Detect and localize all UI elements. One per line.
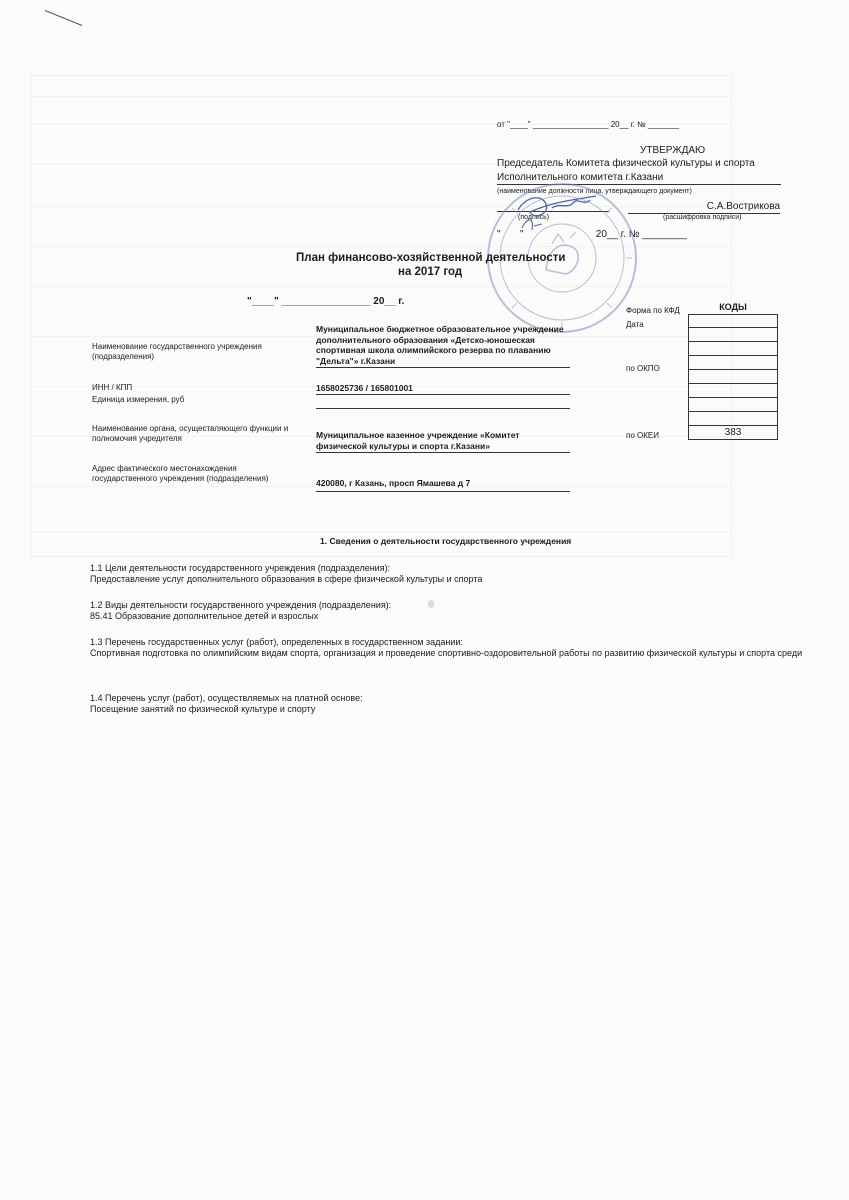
section-1-1-label: 1.1 Цели деятельности государственного учреждения (подразделения): xyxy=(90,563,391,573)
section-1-4 xyxy=(90,693,363,715)
position-caption: (наименование должности лица, утверждающего документ) xyxy=(497,188,692,195)
section-1-4-label: 1.4 Перечень услуг (работ), осуществляемых на платной основе: xyxy=(90,693,363,703)
chair-line-2: Исполнительного комитета г.Казани xyxy=(497,172,781,185)
order-number-line: от "____" _________________ 20__ г. № _______ xyxy=(497,120,680,129)
plan-title-line-1: План финансово-хозяйственной деятельности xyxy=(296,252,566,264)
codes-header: КОДЫ xyxy=(719,302,747,312)
section-1-3-text: Спортивная подготовка по олимпийским видам спорта, организация и проведение спортивно-оздоровительной работы по развитию физической культуры и спорта среди xyxy=(90,648,803,658)
section-1-2-label: 1.2 Виды деятельности государственного учреждения (подразделения): xyxy=(90,600,392,610)
codes-table xyxy=(688,300,778,440)
code-cell-okei: 383 xyxy=(688,426,778,440)
section1-title: 1. Сведения о деятельности государственного учреждения xyxy=(320,536,572,546)
signatory-name: С.А.Вострикова xyxy=(628,201,780,214)
org-name-value: Муниципальное бюджетное образовательное учреждение дополнительного образования «Детско-юношеская спортивная школа олимпийского резерва по плаванию "Дельта"» г.Казани xyxy=(316,324,570,368)
section-1-3 xyxy=(90,637,802,659)
section-1-4-text: Посещение занятий по физической культуре и спорту xyxy=(90,704,316,714)
scan-corner-mark xyxy=(45,10,82,26)
section-1-2 xyxy=(90,600,391,622)
unit-label: Единица измерения, руб xyxy=(92,395,185,404)
okpo-label: по ОКПО xyxy=(626,364,660,373)
okei-label: по ОКЕИ xyxy=(626,431,659,440)
signature-caption: (подпись) xyxy=(518,214,550,221)
section-1-2-text: 85.41 Образование дополнительное детей и взрослых xyxy=(90,611,319,621)
address-label: Адрес фактического местонахождения государственного учреждения (подразделения) xyxy=(92,464,269,483)
org-name-label: Наименование государственного учреждения (подразделения) xyxy=(92,342,262,361)
approve-heading: УТВЕРЖДАЮ xyxy=(640,145,706,156)
plan-title-line-2: на 2017 год xyxy=(398,266,463,278)
scan-speck xyxy=(428,600,434,608)
date-label: Дата xyxy=(626,320,644,329)
code-cell-8 xyxy=(688,412,778,426)
code-cell-6 xyxy=(688,384,778,398)
code-cell-4 xyxy=(688,356,778,370)
kfd-form-label: Форма по КФД xyxy=(626,306,680,315)
address-value: 420080, г Казань, просп Ямашева д 7 xyxy=(316,478,570,492)
plan-date: "____" ________________ 20__ г. xyxy=(247,296,405,307)
section-1-1-text: Предоставление услуг дополнительного образования в сфере физической культуры и спорта xyxy=(90,574,483,584)
section-1-1 xyxy=(90,563,482,585)
inn-kpp-value: 1658025736 / 165801001 xyxy=(316,383,570,395)
code-cell-date xyxy=(688,328,778,342)
code-cell-7 xyxy=(688,398,778,412)
approval-date-line: " " 20__ г. № ________ xyxy=(497,229,687,240)
code-cell-okpo xyxy=(688,370,778,384)
section-1-3-label: 1.3 Перечень государственных услуг (работ), определенных в государственном задании: xyxy=(90,637,463,647)
decode-caption: (расшифровка подписи) xyxy=(663,214,742,221)
unit-value-line xyxy=(316,408,570,409)
inn-kpp-label: ИНН / КПП xyxy=(92,383,133,392)
founder-label: Наименование органа, осуществляющего функции и полномочия учредителя xyxy=(92,424,289,443)
code-cell-kfd xyxy=(688,314,778,328)
founder-value: Муниципальное казенное учреждение «Комитет физической культуры и спорта г.Казани» xyxy=(316,430,570,453)
chair-line-1: Председатель Комитета физической культуры и спорта xyxy=(497,158,755,169)
code-cell-3 xyxy=(688,342,778,356)
